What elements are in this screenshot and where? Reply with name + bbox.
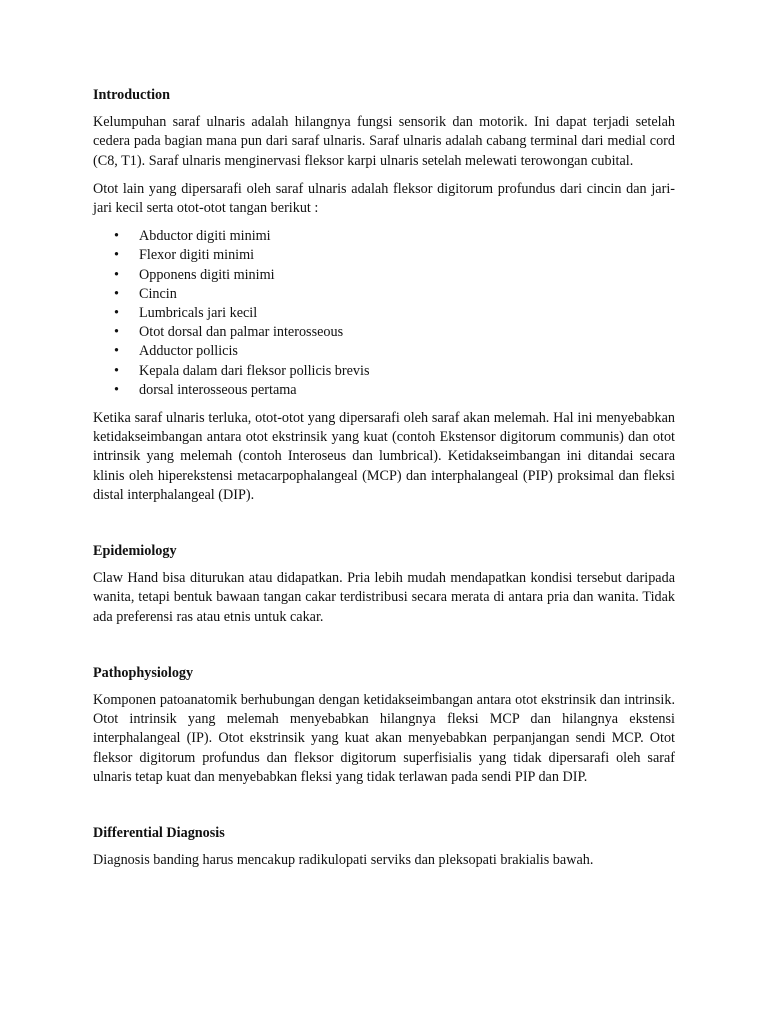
document-page <box>93 86 675 880</box>
section-spacer <box>93 514 675 542</box>
differential-diagnosis-paragraph: Diagnosis banding harus mencakup radikulopati serviks dan pleksopati brakialis bawah. <box>93 852 594 869</box>
list-item: • Otot dorsal dan palmar interosseous <box>139 323 675 342</box>
list-item: • Flexor digiti minimi <box>139 246 675 265</box>
section-spacer <box>93 796 675 824</box>
introduction-heading: Introduction <box>93 87 170 103</box>
epidemiology-heading: Epidemiology <box>93 543 177 560</box>
list-item: • Kepala dalam dari fleksor pollicis brevis <box>139 362 675 381</box>
list-item: • Adductor pollicis <box>139 342 675 361</box>
list-item: • dorsal interosseous pertama <box>139 381 675 400</box>
list-item: • Cincin <box>139 285 675 304</box>
section-spacer <box>93 636 675 664</box>
pathophysiology-paragraph: Komponen patoanatomik berhubungan dengan ketidakseimbangan antara otot ekstrinsik dan intrinsik. Otot intrinsik yang melemah menyebabkan hilangnya fleksi MCP dan hilangnya ekstensi interphalangeal (IP). Otot ekstrinsik yang kuat akan menyebabkan perpanjangan sendi MCP. Otot fleksor digitorum profundus dan fleksor digitorum superfisialis yang tidak dipersarafi oleh saraf ulnaris tetap kuat dan menyebabkan fleksi yang tidak terlawan pada sendi PIP dan DIP. <box>93 692 675 785</box>
pathophysiology-heading: Pathophysiology <box>93 664 194 681</box>
introduction-paragraph-3: Ketika saraf ulnaris terluka, otot-otot yang dipersarafi oleh saraf akan melemah. Hal ini menyebabkan ketidakseimbangan antara otot ekstrinsik yang kuat (contoh Ekstensor digitorum communis) dan otot intrinsik yang melemah (contoh Interoseus dan lumbrical). Ketidakseimbangan ini ditandai secara klinis oleh hiperekstensi metacarpophalangeal (MCP) dan interphalangeal (PIP) proksimal dan fleksi distal interphalangeal (DIP). <box>93 410 675 503</box>
introduction-paragraph-2: Otot lain yang dipersarafi oleh saraf ulnaris adalah fleksor digitorum profundus dari cincin dan jari-jari kecil serta otot-otot tangan berikut : <box>93 180 675 217</box>
list-item: • Abductor digiti minimi <box>139 227 675 246</box>
epidemiology-paragraph: Claw Hand bisa diturukan atau didapatkan. Pria lebih mudah mendapatkan kondisi tersebut daripada wanita, tetapi bentuk bawaan tangan cakar terdistribusi secara merata di antara pria dan wanita. Tidak ada preferensi ras atau etnis untuk cakar. <box>93 570 675 625</box>
list-item: • Lumbricals jari kecil <box>139 304 675 323</box>
innervated-muscles-list <box>93 227 675 400</box>
introduction-paragraph-1: Kelumpuhan saraf ulnaris adalah hilangnya fungsi sensorik dan motorik. Ini dapat terjadi setelah cedera pada bagian mana pun dari saraf ulnaris. Saraf ulnaris adalah cabang terminal dari medial cord (C8, T1). Saraf ulnaris menginervasi fleksor karpi ulnaris setelah melewati terowongan cubital. <box>93 114 675 169</box>
differential-diagnosis-heading: Differential Diagnosis <box>93 825 225 842</box>
list-item: • Opponens digiti minimi <box>139 266 675 285</box>
